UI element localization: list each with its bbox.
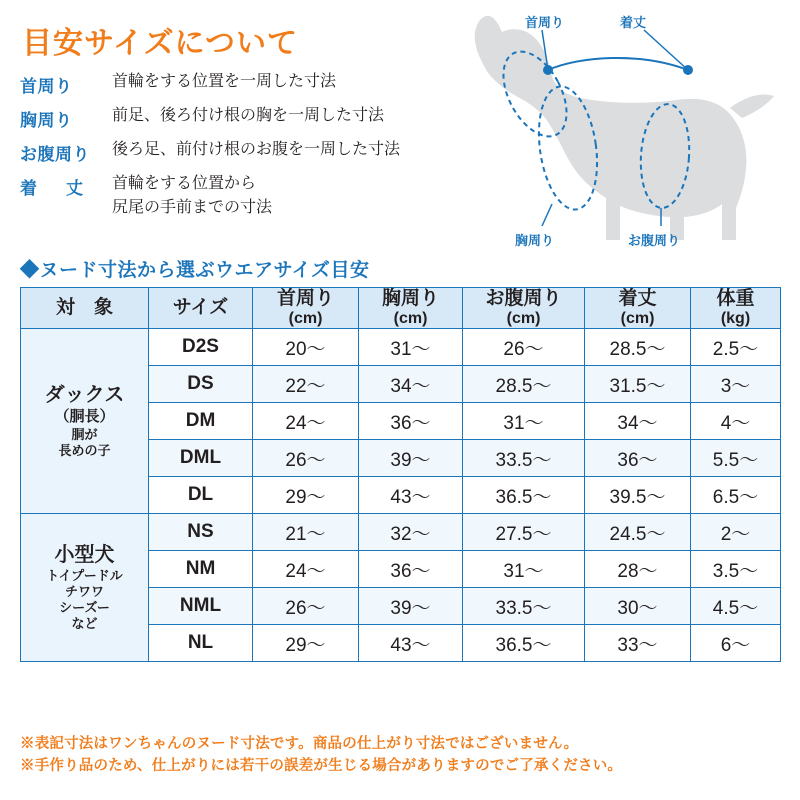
- cell-size: DM: [149, 403, 253, 440]
- cell-belly: 28.5〜: [463, 366, 585, 403]
- definition-description: 後ろ足、前付け根のお腹を一周した寸法: [112, 141, 401, 158]
- cell-length: 28〜: [585, 551, 691, 588]
- cell-belly: 33.5〜: [463, 440, 585, 477]
- table-row: [21, 329, 781, 366]
- definition-term: 胸周り: [20, 111, 73, 130]
- cell-length: 39.5〜: [585, 477, 691, 514]
- cell-weight: 2〜: [691, 514, 781, 551]
- definition-term: 首周り: [20, 77, 73, 96]
- cell-length: 28.5〜: [585, 329, 691, 366]
- th-chest-label: 胸周り: [381, 288, 439, 309]
- cell-chest: 43〜: [359, 477, 463, 514]
- cell-weight: 6〜: [691, 625, 781, 662]
- cell-belly: 33.5〜: [463, 588, 585, 625]
- cell-size: NL: [149, 625, 253, 662]
- cell-length: 34〜: [585, 403, 691, 440]
- th-weight-label: 体重: [716, 288, 755, 309]
- table-header: [21, 288, 781, 329]
- cell-neck: 29〜: [253, 625, 359, 662]
- cell-neck: 20〜: [253, 329, 359, 366]
- cell-belly: 31〜: [463, 403, 585, 440]
- cell-neck: 22〜: [253, 366, 359, 403]
- cell-size: D2S: [149, 329, 253, 366]
- cell-chest: 32〜: [359, 514, 463, 551]
- group-name-line2: トイプードル: [46, 567, 123, 583]
- size-table: [20, 287, 781, 662]
- definition-row: [20, 174, 490, 219]
- cell-size: DS: [149, 366, 253, 403]
- th-neck-unit: (cm): [288, 309, 323, 327]
- definition-description: 首輪をする位置を一周した寸法: [112, 73, 337, 90]
- group-name-line3: 胴が: [71, 426, 98, 442]
- cell-size: NML: [149, 588, 253, 625]
- th-weight: [691, 288, 781, 329]
- cell-belly: 27.5〜: [463, 514, 585, 551]
- diagram-label-chest: 胸周り: [515, 233, 555, 248]
- measurement-definitions: [20, 72, 490, 228]
- definition-description: 前足、後ろ付け根の胸を一周した寸法: [112, 107, 385, 124]
- group-name-line2: （胴長）: [54, 408, 115, 426]
- cell-size: DML: [149, 440, 253, 477]
- th-target: [21, 288, 149, 329]
- group-name-line3: チワワ: [64, 583, 104, 599]
- group-label-dachshund: [21, 329, 149, 514]
- cell-neck: 24〜: [253, 403, 359, 440]
- table-header-row: [21, 288, 781, 329]
- cell-weight: 4.5〜: [691, 588, 781, 625]
- cell-length: 33〜: [585, 625, 691, 662]
- cell-weight: 2.5〜: [691, 329, 781, 366]
- cell-weight: 3〜: [691, 366, 781, 403]
- cell-belly: 26〜: [463, 329, 585, 366]
- cell-neck: 29〜: [253, 477, 359, 514]
- dog-measurement-diagram: [430, 8, 795, 258]
- th-belly-unit: (cm): [506, 309, 541, 327]
- cell-length: 30〜: [585, 588, 691, 625]
- definition-term: 着 丈: [20, 179, 89, 198]
- th-neck: [253, 288, 359, 329]
- cell-weight: 5.5〜: [691, 440, 781, 477]
- definition-row: [20, 140, 490, 165]
- page-title: 目安サイズについて: [22, 27, 298, 60]
- table-row: [21, 514, 781, 551]
- cell-weight: 3.5〜: [691, 551, 781, 588]
- cell-size: NS: [149, 514, 253, 551]
- dog-illustration: [430, 8, 795, 258]
- group-name-line1: 小型犬: [54, 543, 115, 566]
- th-belly-label: お腹周り: [485, 288, 562, 309]
- cell-neck: 24〜: [253, 551, 359, 588]
- cell-length: 24.5〜: [585, 514, 691, 551]
- note-line: ※表記寸法はワンちゃんのヌード寸法です。商品の仕上がり寸法ではございません。: [20, 736, 579, 752]
- cell-belly: 36.5〜: [463, 477, 585, 514]
- definition-description: [112, 174, 272, 219]
- cell-neck: 26〜: [253, 588, 359, 625]
- th-target-label: 対 象: [55, 297, 113, 319]
- group-name-line1: ダックス: [44, 384, 125, 407]
- cell-length: 36〜: [585, 440, 691, 477]
- th-size: [149, 288, 253, 329]
- table-body: [21, 329, 781, 662]
- cell-size: NM: [149, 551, 253, 588]
- cell-belly: 36.5〜: [463, 625, 585, 662]
- section-heading: ◆ヌード寸法から選ぶウエアサイズ目安: [20, 260, 370, 281]
- cell-chest: 39〜: [359, 588, 463, 625]
- cell-chest: 39〜: [359, 440, 463, 477]
- diagram-label-belly: お腹周り: [628, 233, 681, 248]
- dog-silhouette: [475, 16, 774, 240]
- th-chest: [359, 288, 463, 329]
- group-label-small-dog: [21, 514, 149, 662]
- definition-description-line1: 首輪をする位置から: [112, 175, 257, 192]
- group-name-line4: 長めの子: [58, 443, 111, 459]
- group-name-line4: シーズー: [59, 600, 110, 616]
- group-name-line5: など: [71, 616, 98, 632]
- definition-row: [20, 106, 490, 131]
- diagram-label-back-length: 着丈: [620, 15, 647, 30]
- th-belly: [463, 288, 585, 329]
- th-neck-label: 首周り: [276, 288, 334, 309]
- th-length-label: 着丈: [618, 288, 657, 309]
- note-line: ※手作り品のため、仕上がりには若干の誤差が生じる場合がありますのでご了承ください。: [20, 758, 623, 775]
- cell-chest: 43〜: [359, 625, 463, 662]
- cell-chest: 31〜: [359, 329, 463, 366]
- cell-neck: 21〜: [253, 514, 359, 551]
- definition-term: お腹周り: [20, 145, 90, 164]
- th-size-label: サイズ: [172, 297, 229, 319]
- definition-row: [20, 72, 490, 97]
- cell-chest: 36〜: [359, 551, 463, 588]
- cell-chest: 36〜: [359, 403, 463, 440]
- cell-chest: 34〜: [359, 366, 463, 403]
- th-length-unit: (cm): [620, 309, 655, 327]
- cell-belly: 31〜: [463, 551, 585, 588]
- cell-neck: 26〜: [253, 440, 359, 477]
- definition-description-line2: 尻尾の手前までの寸法: [112, 198, 273, 216]
- cell-size: DL: [149, 477, 253, 514]
- cell-weight: 6.5〜: [691, 477, 781, 514]
- cell-length: 31.5〜: [585, 366, 691, 403]
- cell-weight: 4〜: [691, 403, 781, 440]
- th-chest-unit: (cm): [393, 309, 428, 327]
- th-length: [585, 288, 691, 329]
- diagram-label-neck: 首周り: [525, 15, 565, 30]
- th-weight-unit: (kg): [720, 309, 751, 327]
- footer-notes: [20, 733, 790, 778]
